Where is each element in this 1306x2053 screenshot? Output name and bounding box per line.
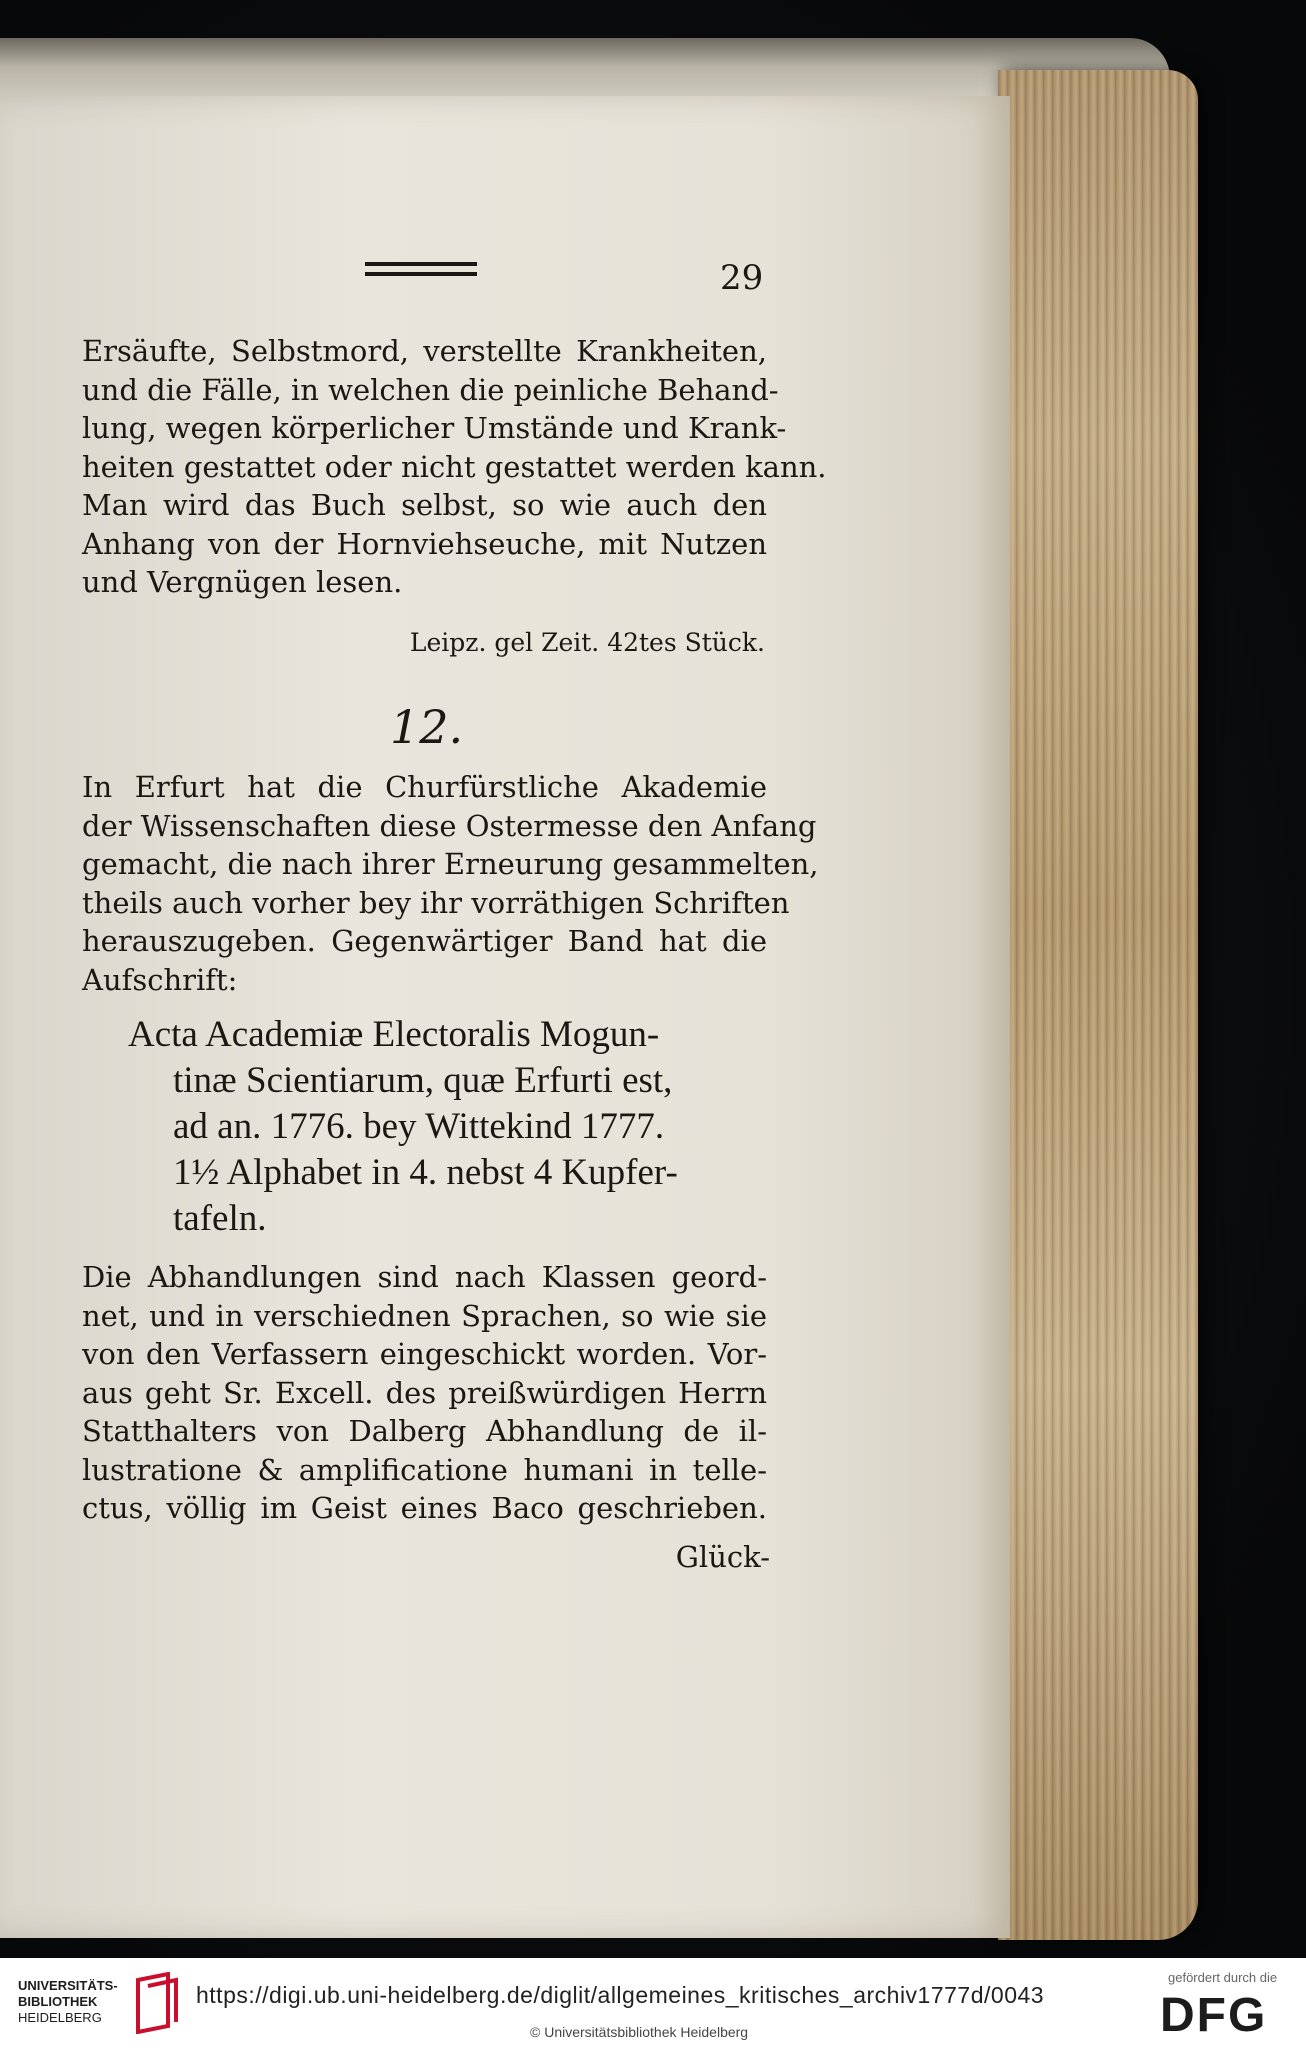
text-line: In Erfurt hat die Churfürstliche Akademie [82,770,767,804]
text-line: Statthalters von Dalberg Abhandlung de il- [82,1414,767,1448]
text-line: lustratione & amplificatione humani in telle- [82,1452,767,1487]
institution-line: BIBLIOTHEK [18,1994,98,2009]
copyright-notice: © Universitätsbibliothek Heidelberg [530,2024,749,2040]
catchword: Glück- [675,1540,770,1574]
text-line: net, und in verschiednen Sprachen, so wie sie [82,1298,767,1333]
text-line: und Vergnügen lesen. [82,565,403,599]
text-line: und die Fälle, in welchen die peinliche Behand- [82,372,779,407]
paragraph-3 [82,1258,767,1528]
text-line: gemacht, die nach ihrer Erneurung gesammelten, [82,847,819,881]
text-line: aus geht Sr. Excell. des preißwürdigen Herrn [82,1375,767,1410]
text-line: Man wird das Buch selbst, so wie auch den [82,488,767,522]
page-number: 29 [720,258,764,298]
text-line: theils auch vorher bey ihr vorräthigen Schriften [82,885,790,920]
institution-name [18,1978,118,2026]
section-number: 12. [390,700,464,754]
text-line: Anhang von der Hornviehseuche, mit Nutzen [82,526,767,561]
permalink-url[interactable]: https://digi.ub.uni-heidelberg.de/diglit/allgemeines_kritisches_archiv1777d/0043 [196,1982,1045,2008]
citation: Leipz. gel Zeit. 42tes Stück. [409,628,765,657]
institution-line: HEIDELBERG [18,2010,102,2025]
text-line: heiten gestattet oder nicht gestattet werden kann. [82,449,827,484]
institution-line: UNIVERSITÄTS- [18,1978,118,1993]
book-fore-edge [998,70,1198,1940]
text-line: 1½ Alphabet in 4. nebst 4 Kupfer- [173,1152,678,1193]
text-line: herauszugeben. Gegenwärtiger Band hat die [82,924,767,958]
paragraph-2 [82,768,819,999]
paragraph-1 [82,332,827,602]
text-line: Ersäufte, Selbstmord, verstellte Krankheiten, [82,334,767,368]
header-rule [365,262,477,276]
text-line: tinæ Scientiarum, quæ Erfurti est, [173,1060,673,1101]
text-line: ad an. 1776. bey Wittekind 1777. [173,1106,665,1147]
text-line: lung, wegen körperlicher Umstände und Krank- [82,411,787,445]
text-line: tafeln. [173,1198,267,1239]
text-line: Aufschrift: [82,962,238,997]
latin-title-block [128,1012,773,1242]
text-line: von den Verfassern eingeschickt worden. Vor- [82,1337,767,1371]
text-line: Acta Academiæ Electoralis Mogun- [128,1014,660,1055]
text-line: ctus, völlig im Geist eines Baco geschrieben. [82,1491,767,1525]
text-line: Die Abhandlungen sind nach Klassen geord- [82,1260,767,1294]
text-line: der Wissenschaften diese Ostermesse den Anfang [82,808,817,843]
library-logo-icon [128,1972,182,2034]
funding-note: gefördert durch die [1168,1970,1278,1985]
footer-bar [0,1958,1306,2053]
dfg-logo: DFG [1160,1989,1268,2042]
